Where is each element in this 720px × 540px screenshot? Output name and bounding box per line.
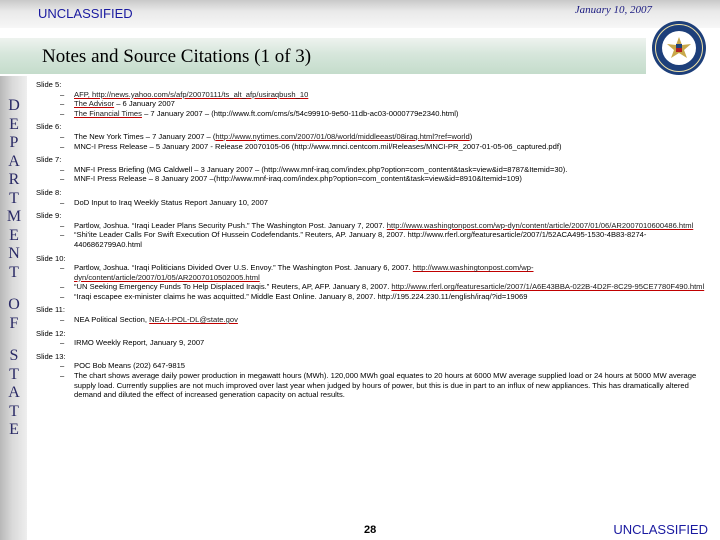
citation-text: )	[469, 131, 473, 141]
slide-label: Slide 12:	[36, 328, 66, 338]
side-letter: D	[8, 97, 20, 114]
side-letter: O	[8, 296, 20, 313]
slide-citation-block	[36, 352, 712, 400]
citation-text: MNF-I Press Briefing (MG Caldwell – 3 January 2007 – (http://www.mnf-iraq.com/index.php?option=com_content&task=view&id=8787&Itemid=30).	[74, 164, 568, 174]
citation-item	[60, 99, 712, 109]
citation-text: MNC-I Press Release – 5 January 2007 - Release 20070105-06 (http://www.mnci.centcom.mil/Releases/MNCI-PR_2007-01-05-06_captured.pdf)	[74, 141, 562, 151]
side-letter: R	[8, 171, 20, 188]
citation-link[interactable]: The Financial Times	[74, 108, 142, 118]
citation-text: MNF-I Press Release – 8 January 2007 –(http://www.mnf-iraq.com/index.php?option=com_content&task=view&id=8910&Itemid=109)	[74, 174, 522, 184]
citation-text: Partlow, Joshua. “Iraqi Politicians Divided Over U.S. Envoy.” The Washington Post. January 6, 2007.	[74, 263, 413, 273]
side-letter: E	[9, 421, 19, 438]
citation-text: – 7 January 2007 – (http://www.ft.com/cms/s/54c99910-9e50-11db-ac03-0000779e2340.html)	[141, 108, 459, 118]
side-letter: M	[6, 208, 22, 225]
side-letter: T	[9, 365, 19, 383]
page-title: Notes and Source Citations (1 of 3)	[42, 46, 312, 67]
citation-text: – 6 January 2007	[114, 99, 175, 109]
citation-text: “UN Seeking Emergency Funds To Help Displaced Iraqis.” Reuters, AP, AFP. January 8, 2007.	[74, 282, 392, 292]
citation-items	[36, 198, 712, 208]
citation-item	[60, 263, 712, 282]
slide-label: Slide 6:	[36, 122, 62, 132]
slide-citation-block	[36, 254, 712, 302]
citation-link[interactable]: http://www.rferl.org/featuresarticle/2007/1/A6E43BBA-022B-4D2F-8C29-95CE7780F490.html	[391, 282, 705, 292]
slide-label: Slide 11:	[36, 305, 65, 315]
slide-label: Slide 13:	[36, 351, 66, 361]
citation-item	[60, 142, 712, 152]
citation-text: “Iraqi escapee ex-minister claims he was acquitted.” Middle East Online. January 8, 2007. http://195.224.230.11/english/iraq/?id=19069	[74, 291, 528, 301]
side-letter: S	[9, 347, 19, 364]
citation-text: The New York Times – 7 January 2007 – (	[74, 131, 216, 141]
citation-item	[60, 90, 712, 100]
slide-citation-block	[36, 211, 712, 249]
citation-text: NEA Political Section,	[74, 315, 150, 325]
citation-items	[36, 338, 712, 348]
side-letter: F	[9, 314, 19, 332]
slide-citation-block	[36, 155, 712, 184]
citation-items	[36, 165, 712, 184]
citation-item	[60, 338, 712, 348]
slide-label: Slide 8:	[36, 187, 62, 197]
citation-text: The chart shows average daily power production in megawatt hours (MWh). 120,000 MWh goal equates to 20 hours at 6000 MW average supplied load or 24 hours at 5000 MW average supply load. Currently supplies are not much improved over last year when judged by hours of power, but this is due in part to an influx of new appliances. This has dramatically altered demand and diluted the effect of increased generation capacity on actual results.	[74, 371, 697, 400]
citation-text: “Shi'ite Leader Calls For Swift Execution Of Hussein Codefendants.” Reuters, AP. January 8, 2007. http://www.rferl.org/featuresarticle/2007/1/52ACA495-1530-4B83-8274-4406862799A0.html	[74, 230, 647, 249]
slide-label: Slide 5:	[36, 80, 62, 89]
citation-item	[60, 230, 712, 249]
citation-link[interactable]: http://www.washingtonpost.com/wp-dyn/content/article/2007/01/06/AR2007010600486.html	[386, 220, 694, 230]
citation-item	[60, 132, 712, 142]
citation-item	[60, 282, 712, 292]
citation-items	[36, 132, 712, 151]
citation-items	[36, 263, 712, 301]
classification-bottom: UNCLASSIFIED	[613, 522, 708, 537]
side-letter: E	[9, 226, 19, 244]
side-letter: A	[8, 152, 20, 170]
page-number: 28	[364, 524, 377, 536]
citation-item	[60, 292, 712, 302]
citation-text: DoD Input to Iraq Weekly Status Report January 10, 2007	[74, 197, 269, 207]
citation-items	[36, 315, 712, 325]
department-of-state-vertical	[4, 97, 24, 440]
citation-link[interactable]: http://www.washingtonpost.com/wp-dyn/content/article/2007/01/05/AR2007010502005.html	[74, 263, 534, 282]
citation-items	[36, 361, 712, 399]
citation-item	[60, 174, 712, 184]
citation-item	[60, 361, 712, 371]
citation-text: IRMO Weekly Report, January 9, 2007	[74, 338, 205, 348]
citation-item	[60, 315, 712, 325]
citations-list	[36, 80, 712, 404]
citation-item	[60, 198, 712, 208]
seal-icon	[651, 20, 707, 76]
slide-citation-block	[36, 122, 712, 151]
slide-label: Slide 7:	[36, 155, 62, 165]
citation-items	[36, 90, 712, 119]
citation-text: Partlow, Joshua. “Iraqi Leader Plans Security Push.” The Washington Post. January 7, 2007.	[74, 220, 387, 230]
citation-item	[60, 371, 712, 400]
citation-items	[36, 221, 712, 250]
side-letter: T	[9, 263, 19, 281]
side-letter: A	[8, 384, 20, 401]
side-letter: E	[9, 115, 19, 133]
side-letter: P	[9, 134, 19, 151]
citation-link[interactable]: NEA-I-POL-DL@state.gov	[149, 315, 238, 325]
side-letter: T	[9, 402, 19, 420]
citation-item	[60, 221, 712, 231]
citation-link[interactable]: AFP, http://news.yahoo.com/s/afp/20070111/ts_alt_afp/usiraqbush_10	[74, 89, 309, 99]
slide-citation-block	[36, 80, 712, 118]
citation-text: POC Bob Means (202) 647-9815	[74, 361, 186, 371]
slide-citation-block	[36, 188, 712, 207]
citation-link[interactable]: The Advisor	[74, 99, 115, 109]
classification-top: UNCLASSIFIED	[38, 6, 133, 21]
citation-link[interactable]: http://www.nytimes.com/2007/01/08/world/middleeast/08iraq.html?ref=world	[215, 131, 470, 141]
citation-item	[60, 109, 712, 119]
slide-label: Slide 10:	[36, 253, 66, 263]
citation-item	[60, 165, 712, 175]
document-date: January 10, 2007	[574, 4, 652, 16]
side-letter: T	[9, 189, 19, 207]
slide-citation-block	[36, 305, 712, 324]
side-letter: N	[8, 245, 20, 262]
slide-citation-block	[36, 329, 712, 348]
slide-label: Slide 9:	[36, 211, 62, 221]
